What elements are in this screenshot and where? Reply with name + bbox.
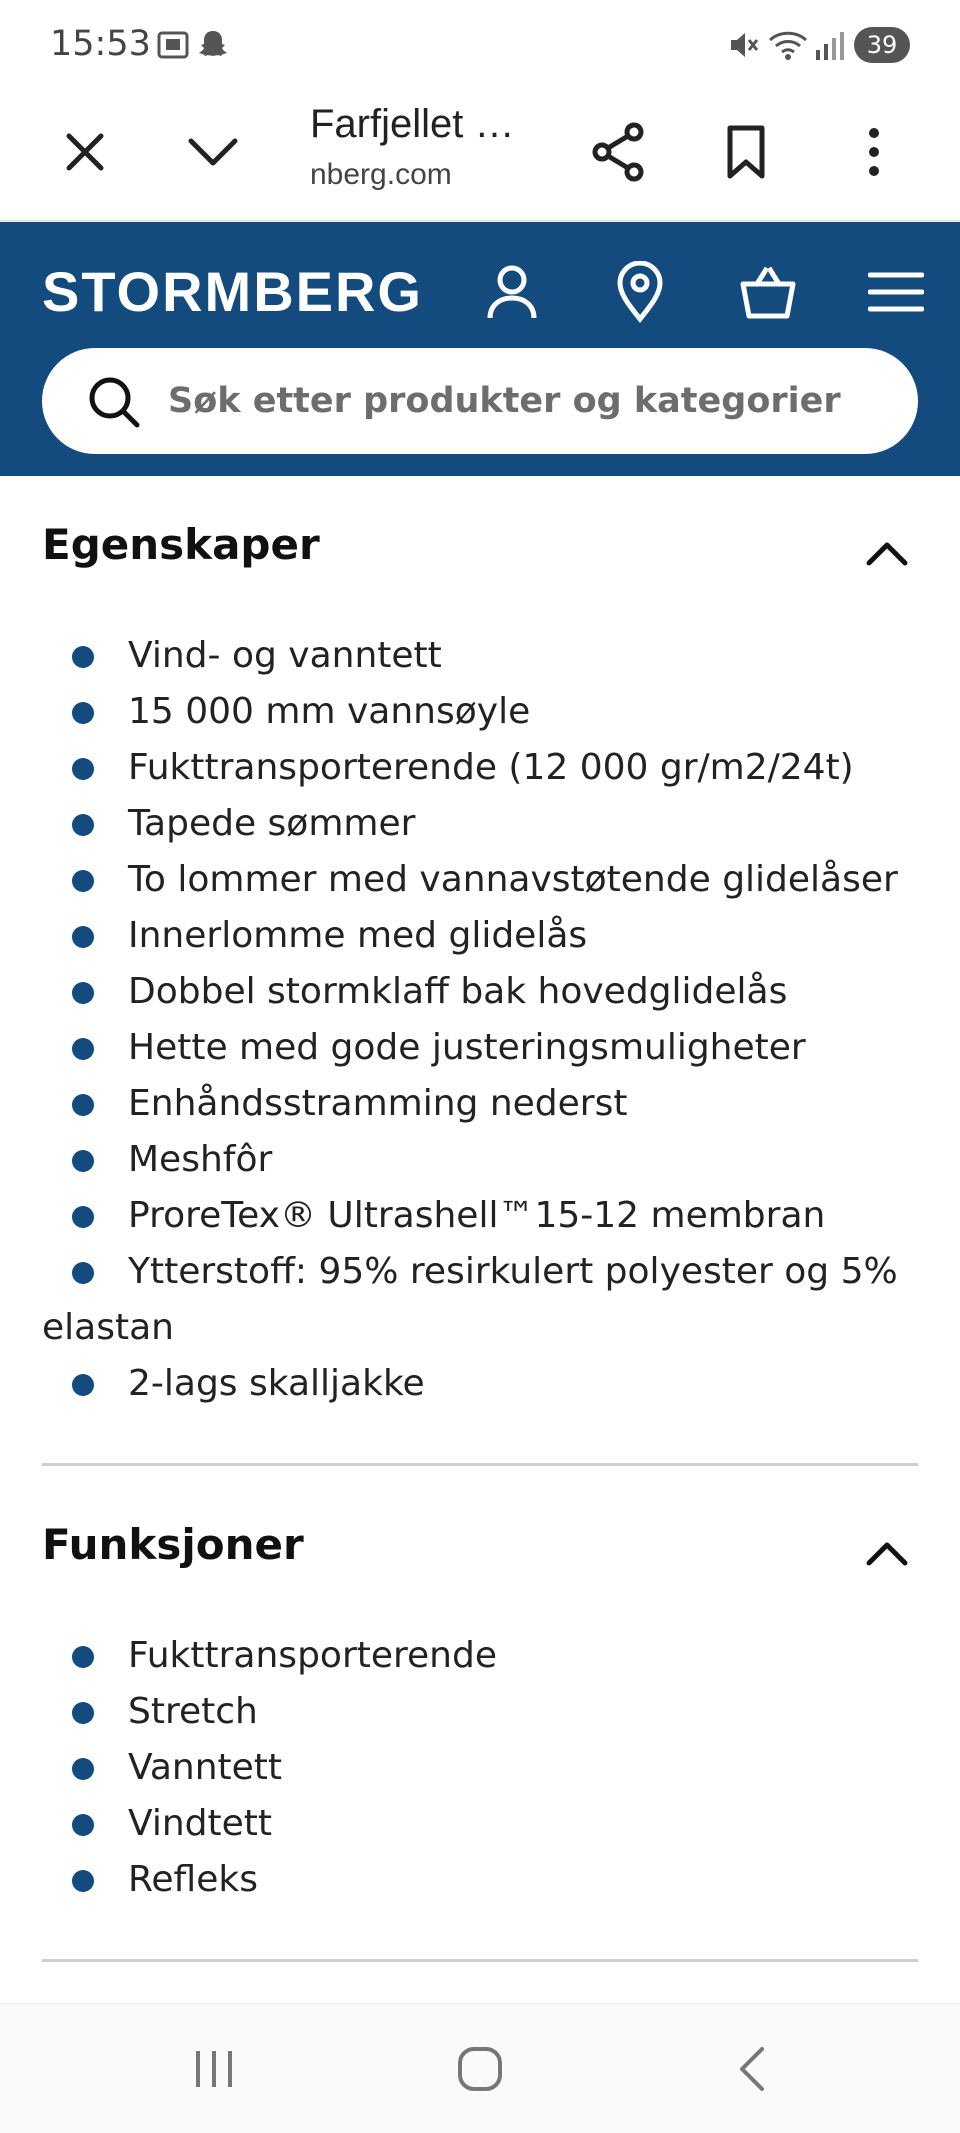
search-icon [86,374,142,435]
bookmark-button[interactable] [706,112,786,192]
list-item: Hette med gode justeringsmuligheter [42,1020,918,1076]
bullet-icon [72,982,94,1004]
cart-button[interactable] [728,252,808,332]
chevron-up-icon[interactable] [862,528,912,578]
home-button[interactable] [440,2034,520,2104]
list-item: 15 000 mm vannsøyle [42,684,918,740]
section-divider [42,1959,918,1962]
bullet-icon [72,1206,94,1228]
collapse-button[interactable] [173,112,253,192]
hamburger-menu-icon [868,271,924,313]
page-title[interactable]: Farfjellet … [310,102,515,146]
account-button[interactable] [472,252,552,332]
list-item: Ytterstoff: 95% resirkulert polyester og 5% elastan [42,1251,898,1348]
bookmark-icon [724,124,768,180]
gallery-icon [156,28,190,67]
bullet-icon [72,1758,94,1780]
bullet-icon [72,702,94,724]
site-header [0,222,960,476]
list-item: Vind- og vanntett [42,628,918,684]
list-item: Stretch [42,1684,918,1740]
list-item: Dobbel stormklaff bak hovedglidelås [42,964,918,1020]
bullet-icon [72,1646,94,1668]
bullet-icon [72,926,94,948]
more-vertical-icon [866,127,882,177]
list-item: Fukttransporterende [42,1628,918,1684]
list-item: Meshfôr [42,1132,918,1188]
bullet-icon [72,870,94,892]
close-icon [63,130,107,174]
stormberg-logo[interactable] [42,260,423,322]
bullet-icon [72,1374,94,1396]
bullet-icon [72,1150,94,1172]
recent-apps-button[interactable] [174,2034,254,2104]
page-url[interactable]: nberg.com [310,158,452,191]
close-tab-button[interactable] [45,112,125,192]
section-header[interactable] [42,510,918,590]
feature-list [42,628,918,1412]
bullet-icon [72,1038,94,1060]
wifi-icon [768,28,808,67]
logo-text: STORMBERG [42,259,423,323]
share-icon [590,122,646,182]
browser-toolbar [0,90,960,222]
shopping-basket-icon [739,264,797,320]
more-options-button[interactable] [834,112,914,192]
battery-level: 39 [854,27,910,63]
store-locator-button[interactable] [600,252,680,332]
bullet-icon [72,1814,94,1836]
search-bar[interactable] [42,348,918,454]
location-pin-icon [615,261,665,323]
mute-icon [726,28,760,67]
list-item: 2-lags skalljakke [42,1356,918,1412]
chevron-up-icon[interactable] [862,1528,912,1578]
list-item: Tapede sømmer [42,796,918,852]
user-icon [486,264,538,320]
list-item: Refleks [42,1852,918,1908]
bullet-icon [72,758,94,780]
function-list [42,1628,918,1908]
section-title: Egenskaper [42,520,320,569]
back-button[interactable] [712,2034,792,2104]
back-icon [736,2045,768,2093]
list-item: ProreTex® Ultrashell™15-12 membran [42,1188,918,1244]
home-icon [456,2045,504,2093]
status-time: 15:53 [50,24,151,64]
section-title: Funksjoner [42,1520,304,1569]
snapchat-icon [196,28,230,67]
section-egenskaper [42,510,918,1412]
bullet-icon [72,1094,94,1116]
recent-apps-icon [192,2047,236,2091]
status-bar [0,0,960,90]
chevron-down-icon [187,135,239,169]
section-divider [42,1463,918,1466]
section-funksjoner [42,1510,918,1908]
bullet-icon [72,1262,94,1284]
list-item: Fukttransporterende (12 000 gr/m2/24t) [42,740,918,796]
menu-button[interactable] [856,252,936,332]
list-item: To lommer med vannavstøtende glidelåser [42,852,918,908]
bullet-icon [72,1702,94,1724]
bullet-icon [72,646,94,668]
list-item: Vindtett [42,1796,918,1852]
bullet-icon [72,1870,94,1892]
search-input[interactable] [168,348,888,454]
section-header[interactable] [42,1510,918,1590]
signal-icon [814,28,844,67]
share-button[interactable] [578,112,658,192]
list-item: Enhåndsstramming nederst [42,1076,918,1132]
list-item: Vanntett [42,1740,918,1796]
list-item: Innerlomme med glidelås [42,908,918,964]
system-navigation-bar [0,2003,960,2133]
bullet-icon [72,814,94,836]
